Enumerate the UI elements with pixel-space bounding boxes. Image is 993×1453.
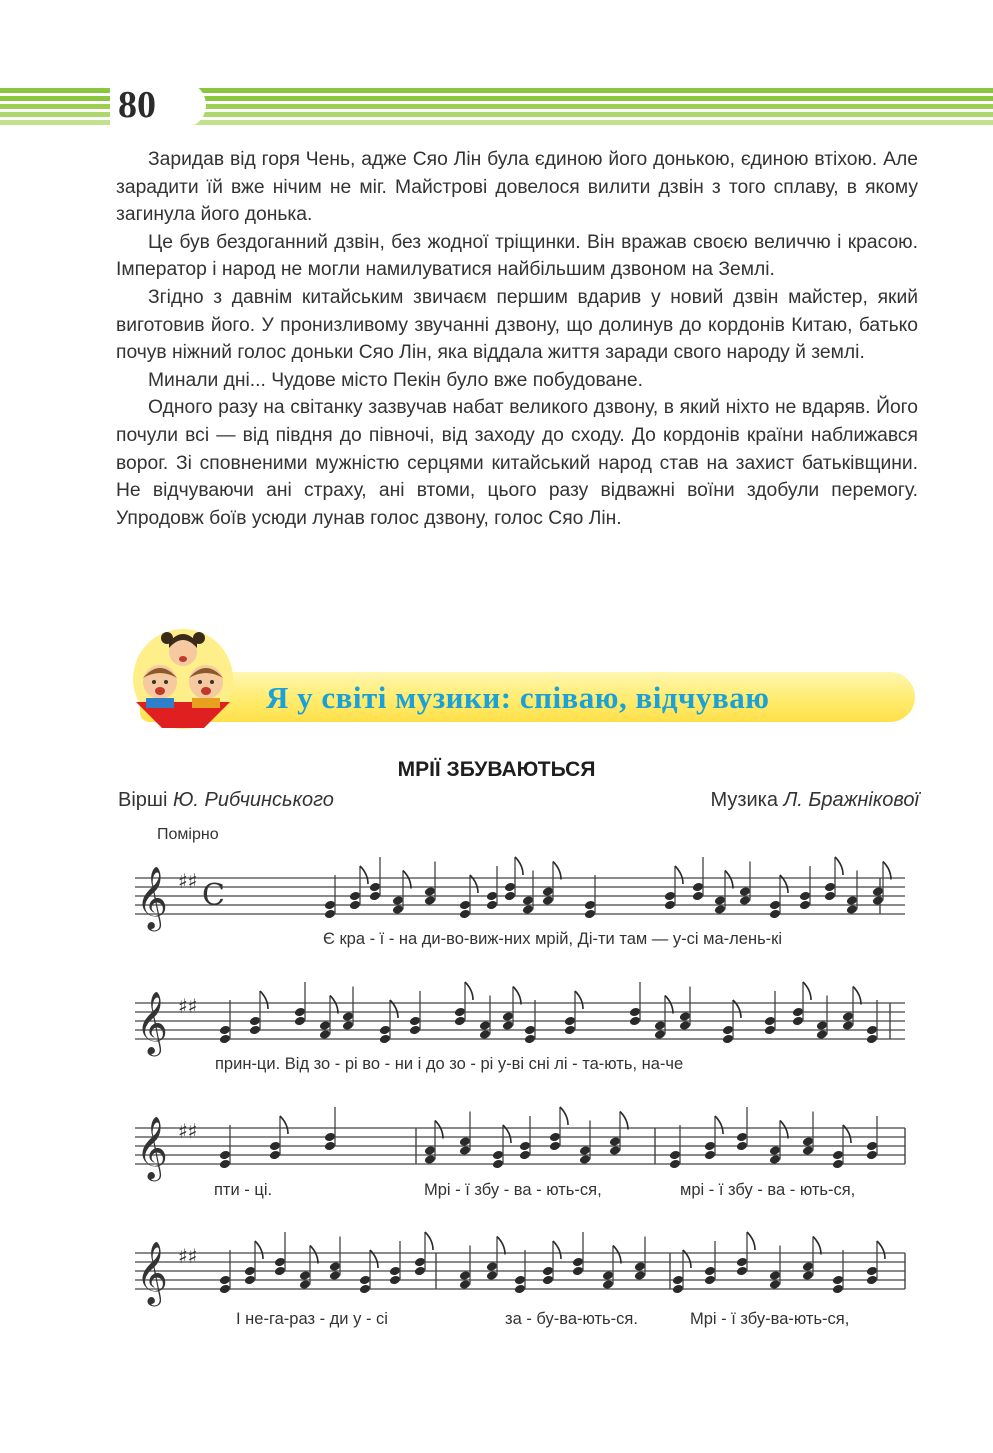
note-chord bbox=[769, 1121, 788, 1165]
lyric-line: Є кра - ї - на ди-во-виж-них мрій, Ді-ти там — у-сі ма-лень-кі bbox=[323, 930, 783, 948]
note-chord bbox=[736, 1107, 748, 1151]
note-chord bbox=[816, 996, 828, 1040]
note-chord bbox=[542, 1241, 561, 1285]
key-signature-icon: ♯♯ bbox=[178, 1244, 198, 1268]
note-chord bbox=[799, 866, 811, 910]
note-chord bbox=[359, 1250, 378, 1294]
music-author: Л. Бражнікової bbox=[783, 789, 919, 811]
note-chord bbox=[389, 1241, 401, 1285]
note-chord bbox=[866, 1000, 878, 1044]
music-staff bbox=[130, 850, 910, 942]
note-chord bbox=[634, 1237, 646, 1281]
note-chord bbox=[654, 996, 673, 1040]
note-chord bbox=[866, 1116, 878, 1160]
treble-clef-icon: 𝄞 bbox=[136, 866, 168, 929]
note-chord bbox=[459, 875, 478, 919]
note-chord bbox=[424, 1121, 443, 1165]
music-staff bbox=[130, 975, 910, 1067]
note-chord bbox=[459, 1112, 471, 1156]
lyric-line: за - бу-ва-ють-ся. bbox=[505, 1310, 638, 1328]
note-chord bbox=[392, 871, 411, 915]
key-signature-icon: ♯♯ bbox=[178, 869, 198, 893]
note-chord bbox=[414, 1232, 433, 1276]
note-chord bbox=[324, 875, 336, 919]
music-credit bbox=[710, 789, 919, 812]
note-chord bbox=[572, 1232, 584, 1276]
note-chord bbox=[519, 1116, 531, 1160]
treble-clef-icon: 𝄞 bbox=[136, 1241, 168, 1304]
lyric-line: прин-ци. Від зо - рі во - ни і до зо - рі у-ві сні лі - та-ють, на-че bbox=[215, 1055, 684, 1073]
paragraph: Одного разу на світанку зазвучав набат великого дзвону, в який ніхто не вдаряв. Його почули всі — від півдня до півночі, від заходу до сходу. До кордонів країни наближався ворог. Зі сповненими мужністю серцями китайський народ став на захист батьківщини. Не відчуваючи ані страху, ані втоми, цього разу відважні воїни здобули перемогу. Упродовж боїв усюди лунав голос дзвону, голос Сяо Лін. bbox=[116, 397, 918, 529]
note-chord bbox=[579, 1121, 591, 1165]
note-chord bbox=[379, 1000, 398, 1044]
note-chord bbox=[454, 982, 473, 1026]
note-chord bbox=[609, 1112, 628, 1156]
lyric-line: мрі - ї збу - ва - ють-ся, bbox=[680, 1181, 856, 1199]
lyric-line: Мрі - ї збу - ва - ють-ся, bbox=[424, 1181, 602, 1199]
note-chord bbox=[792, 982, 811, 1026]
note-chord bbox=[299, 1246, 318, 1290]
lyrics-author: Ю. Рибчинського bbox=[172, 789, 334, 811]
page-number: 80 bbox=[110, 82, 206, 128]
time-signature-icon: C bbox=[202, 878, 225, 913]
note-chord bbox=[269, 1116, 288, 1160]
note-chord bbox=[866, 1241, 885, 1285]
note-chord bbox=[832, 1125, 851, 1169]
note-chord bbox=[722, 1000, 741, 1044]
note-chord bbox=[524, 1000, 536, 1044]
note-chord bbox=[486, 866, 498, 910]
note-chord bbox=[704, 1116, 723, 1160]
lyrics-label: Вірші bbox=[118, 789, 168, 811]
note-chord bbox=[669, 1125, 681, 1169]
note-chord bbox=[369, 857, 381, 901]
note-chord bbox=[769, 1246, 781, 1290]
note-chord bbox=[342, 987, 354, 1031]
note-chord bbox=[459, 1246, 471, 1290]
note-chord bbox=[736, 1232, 755, 1276]
treble-clef-icon: 𝄞 bbox=[136, 991, 168, 1054]
lyric-line: І не-га-раз - ди у - сі bbox=[236, 1310, 388, 1328]
note-chord bbox=[584, 875, 596, 919]
note-chord bbox=[714, 871, 733, 915]
note-chord bbox=[846, 871, 858, 915]
lyrics-credit bbox=[118, 789, 334, 812]
paragraph: Це був бездоганний дзвін, без жодної тріщинки. Він вражав своєю величчю і красою. Імператор і народ не могли намилуватися найбільшим дзвоном на Землі. bbox=[116, 231, 918, 281]
note-chord bbox=[479, 996, 491, 1040]
paragraph: Заридав від горя Чень, адже Сяо Лін була єдиною його донькою, єдиною втіхою. Але зарадити їй вже нічим не міг. Майстрові довелося вилити дзвін з того сплаву, в якому загинула його донька. bbox=[116, 149, 918, 226]
music-staff bbox=[130, 1100, 910, 1192]
section-title: Я у світі музики: співаю, відчуваю bbox=[266, 680, 770, 715]
music-label: Музика bbox=[710, 789, 778, 811]
note-chord bbox=[424, 862, 436, 906]
singing-children-icon bbox=[128, 624, 238, 734]
note-chord bbox=[769, 875, 788, 919]
note-chord bbox=[692, 857, 704, 901]
note-chord bbox=[219, 1125, 231, 1169]
note-chord bbox=[504, 857, 523, 901]
story-text bbox=[116, 146, 918, 532]
note-chord bbox=[549, 1107, 568, 1151]
note-chord bbox=[679, 987, 691, 1031]
note-chord bbox=[764, 991, 776, 1035]
note-chord bbox=[249, 991, 268, 1035]
note-chord bbox=[629, 982, 641, 1026]
note-chord bbox=[244, 1241, 263, 1285]
note-chord bbox=[324, 1107, 336, 1151]
key-signature-icon: ♯♯ bbox=[178, 994, 198, 1018]
note-chord bbox=[409, 991, 421, 1035]
note-chord bbox=[502, 987, 521, 1031]
note-chord bbox=[514, 1250, 526, 1294]
note-chord bbox=[872, 862, 891, 906]
note-chord bbox=[824, 857, 843, 901]
note-chord bbox=[319, 996, 338, 1040]
note-chord bbox=[802, 1112, 814, 1156]
note-chord bbox=[492, 1125, 511, 1169]
note-chord bbox=[704, 1241, 716, 1285]
note-chord bbox=[522, 871, 534, 915]
note-chord bbox=[486, 1237, 505, 1281]
note-chord bbox=[739, 862, 751, 906]
tempo-marking: Помірно bbox=[157, 826, 219, 843]
note-chord bbox=[832, 1250, 844, 1294]
lyric-line: пти - ці. bbox=[214, 1181, 273, 1199]
key-signature-icon: ♯♯ bbox=[178, 1119, 198, 1143]
note-chord bbox=[219, 1000, 231, 1044]
note-chord bbox=[802, 1237, 821, 1281]
note-chord bbox=[219, 1250, 231, 1294]
song-title: МРІЇ ЗБУВАЮТЬСЯ bbox=[397, 758, 596, 781]
note-chord bbox=[349, 866, 368, 910]
note-chord bbox=[602, 1246, 621, 1290]
note-chord bbox=[564, 991, 583, 1035]
lyric-line: Мрі - ї збу-ва-ють-ся, bbox=[690, 1310, 850, 1328]
music-staff bbox=[130, 1225, 910, 1317]
paragraph: Минали дні... Чудове місто Пекін було вже побудоване. bbox=[148, 369, 643, 391]
note-chord bbox=[664, 866, 683, 910]
note-chord bbox=[329, 1237, 341, 1281]
paragraph: Згідно з давнім китайським звичаєм першим вдарив у новий дзвін майстер, який виготовив його. У пронизливому звучанні дзвону, що долинув до кордонів Китаю, батько почув ніжний голос доньки Сяо Лін, яка віддала життя заради свого народу й землі. bbox=[116, 286, 918, 364]
note-chord bbox=[294, 982, 306, 1026]
note-chord bbox=[842, 987, 861, 1031]
note-chord bbox=[542, 862, 561, 906]
note-chord bbox=[274, 1232, 286, 1276]
note-chord bbox=[672, 1250, 691, 1294]
treble-clef-icon: 𝄞 bbox=[136, 1116, 168, 1179]
